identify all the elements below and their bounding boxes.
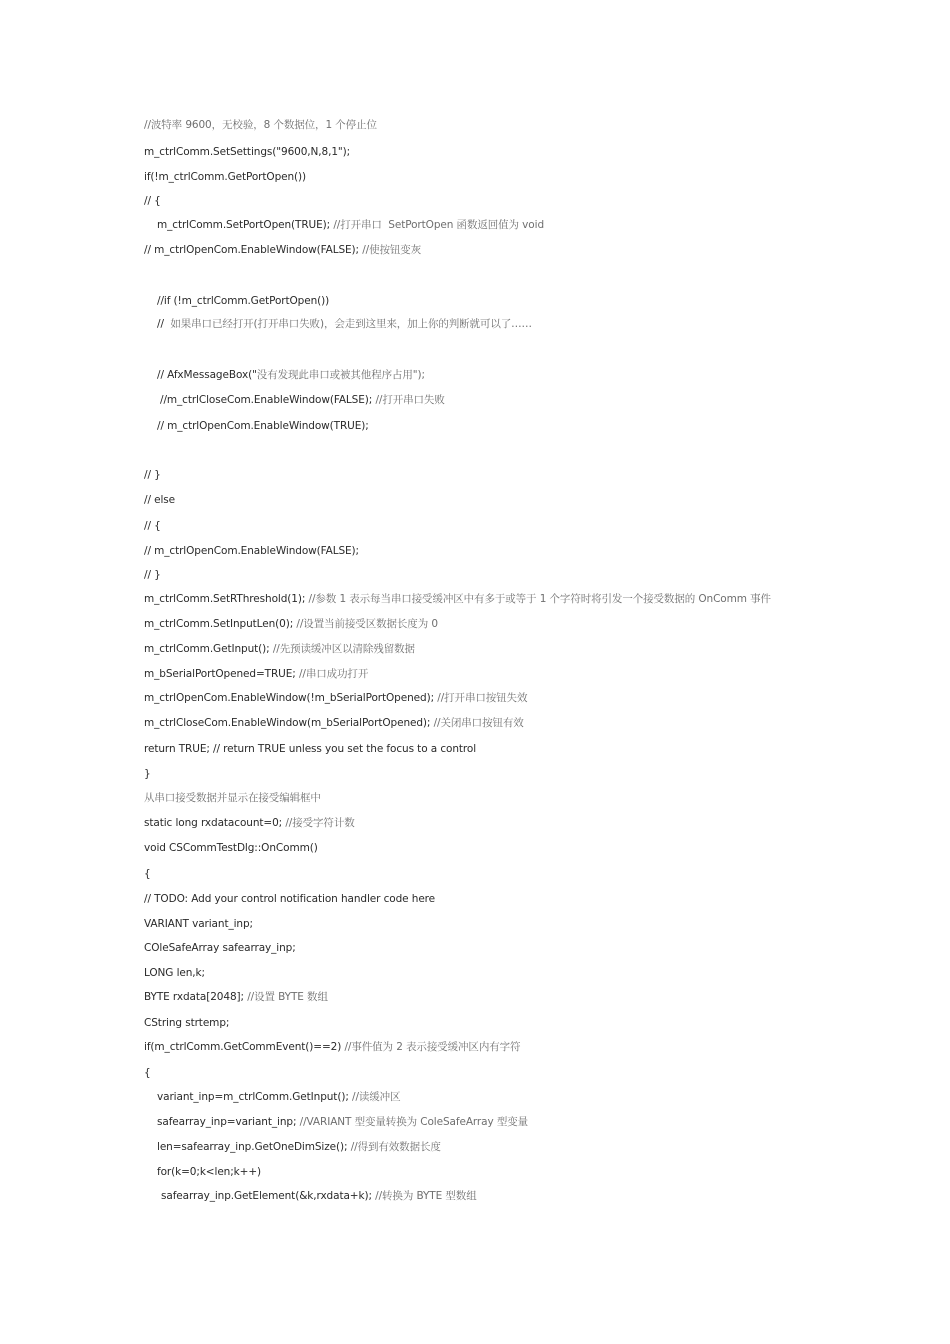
code-line xyxy=(144,917,253,931)
code-text: //m_ctrlCloseCom.EnableWindow(FALSE); xyxy=(160,394,376,406)
code-comment: //打开串口按钮失效 xyxy=(437,692,528,704)
code-text: CString strtemp; xyxy=(144,1017,230,1029)
code-text: VARIANT variant_inp; xyxy=(144,918,253,930)
code-text: m_ctrlOpenCom.EnableWindow(!m_bSerialPortOpened); xyxy=(144,692,438,704)
code-comment: //参数 1 表示每当串口接受缓冲区中有多于或等于 1 个字符时将引发一个接受数据的 OnComm 事件 xyxy=(308,593,771,605)
code-comment: //波特率 9600，无校验，8 个数据位，1 个停止位 xyxy=(144,119,377,131)
code-text: m_bSerialPortOpened=TRUE; xyxy=(144,668,299,680)
code-text: // m_ctrlOpenCom.EnableWindow(TRUE); xyxy=(157,420,369,432)
code-text: // m_ctrlOpenCom.EnableWindow(FALSE); xyxy=(144,244,363,256)
code-line xyxy=(144,716,524,730)
code-text: // } xyxy=(144,469,161,481)
code-line xyxy=(144,468,161,482)
code-text: m_ctrlComm.SetSettings("9600,N,8,1"); xyxy=(144,146,351,158)
code-line xyxy=(161,1189,477,1203)
code-comment: //VARIANT 型变量转换为 ColeSafeArray 型变量 xyxy=(299,1116,529,1128)
code-line xyxy=(144,170,306,184)
code-line xyxy=(144,767,151,781)
code-line xyxy=(144,1040,520,1054)
code-line xyxy=(144,667,368,681)
code-text: m_ctrlCloseCom.EnableWindow(m_bSerialPortOpened); xyxy=(144,717,434,729)
code-line xyxy=(157,1140,441,1154)
code-text: if(!m_ctrlComm.GetPortOpen()) xyxy=(144,171,307,183)
code-text: static long rxdatacount=0; xyxy=(144,817,286,829)
code-line xyxy=(144,1066,151,1080)
code-line xyxy=(144,691,527,705)
code-text: m_ctrlComm.GetInput(); xyxy=(144,643,273,655)
code-line xyxy=(144,791,321,805)
code-text: // AfxMessageBox(" xyxy=(157,369,257,381)
code-line xyxy=(157,1165,261,1179)
code-line xyxy=(160,393,445,407)
code-text: m_ctrlComm.SetInputLen(0); xyxy=(144,618,297,630)
code-text: safearray_inp=variant_inp; xyxy=(157,1116,300,1128)
code-text: // { xyxy=(144,195,161,207)
code-comment: 如果串口已经打开(打开串口失败)，会走到这里来，加上你的判断就可以了…… xyxy=(170,318,532,330)
code-comment: //关闭串口按钮有效 xyxy=(433,717,524,729)
code-text: // else xyxy=(144,494,176,506)
code-line xyxy=(144,592,771,606)
code-text: LONG len,k; xyxy=(144,967,205,979)
code-comment: //事件值为 2 表示接受缓冲区内有字符 xyxy=(344,1041,521,1053)
code-text: variant_inp=m_ctrlComm.GetInput(); xyxy=(157,1091,352,1103)
code-line xyxy=(144,243,421,257)
code-text: COleSafeArray safearray_inp; xyxy=(144,942,296,954)
code-text: if(m_ctrlComm.GetCommEvent()==2) xyxy=(144,1041,345,1053)
code-line xyxy=(144,194,161,208)
code-comment: //接受字符计数 xyxy=(285,817,355,829)
code-line xyxy=(144,145,350,159)
code-line xyxy=(144,544,359,558)
code-text: { xyxy=(144,868,151,880)
code-comment: //串口成功打开 xyxy=(298,668,369,680)
code-text: m_ctrlComm.SetPortOpen(TRUE); xyxy=(157,219,334,231)
code-text: for(k=0;k<len;k++) xyxy=(157,1166,262,1178)
code-comment: //先预读缓冲区以清除残留数据 xyxy=(272,643,415,655)
code-text: void CSCommTestDlg::OnComm() xyxy=(144,842,318,854)
code-line xyxy=(144,118,377,132)
code-comment: //读缓冲区 xyxy=(352,1091,401,1103)
code-comment: //得到有效数据长度 xyxy=(350,1141,441,1153)
code-text: } xyxy=(144,768,151,780)
code-text: len=safearray_inp.GetOneDimSize(); xyxy=(157,1141,351,1153)
code-line xyxy=(144,1016,229,1030)
code-line xyxy=(157,218,544,232)
code-line xyxy=(144,519,161,533)
code-text: { xyxy=(144,1067,151,1079)
code-line xyxy=(144,642,415,656)
code-text: // } xyxy=(144,569,161,581)
code-comment: //使按钮变灰 xyxy=(362,244,422,256)
code-line xyxy=(144,816,355,830)
code-comment: 没有发现此串口或被其他程序占用"); xyxy=(256,369,425,381)
code-line xyxy=(157,294,329,308)
code-text: m_ctrlComm.SetRThreshold(1); xyxy=(144,593,309,605)
code-line xyxy=(144,990,328,1004)
code-line xyxy=(144,966,205,980)
code-text: //if (!m_ctrlComm.GetPortOpen()) xyxy=(157,295,330,307)
code-text: // xyxy=(157,318,171,330)
code-line xyxy=(157,419,369,433)
code-comment: 从串口接受数据并显示在接受编辑框中 xyxy=(144,792,321,804)
code-line xyxy=(144,892,435,906)
code-line xyxy=(144,742,476,756)
code-line xyxy=(144,941,296,955)
code-comment: //打开串口 SetPortOpen 函数返回值为 void xyxy=(333,219,545,231)
code-line xyxy=(144,617,438,631)
code-text: // m_ctrlOpenCom.EnableWindow(FALSE); xyxy=(144,545,359,557)
code-comment: //设置当前接受区数据长度为 0 xyxy=(296,618,438,630)
code-line xyxy=(157,1090,400,1104)
code-text: return TRUE; // return TRUE unless you set the focus to a control xyxy=(144,743,477,755)
code-comment: //打开串口失败 xyxy=(375,394,445,406)
code-line xyxy=(144,493,175,507)
code-line xyxy=(144,841,318,855)
code-comment: //设置 BYTE 数组 xyxy=(247,991,328,1003)
code-line xyxy=(157,317,532,331)
code-line xyxy=(144,867,151,881)
code-text: // TODO: Add your control notification handler code here xyxy=(144,893,436,905)
code-line xyxy=(144,568,161,582)
code-comment: //转换为 BYTE 型数组 xyxy=(375,1190,477,1202)
code-line xyxy=(157,368,425,382)
code-text: safearray_inp.GetElement(&k,rxdata+k); xyxy=(161,1190,376,1202)
code-text: // { xyxy=(144,520,161,532)
code-line xyxy=(157,1115,528,1129)
code-text: BYTE rxdata[2048]; xyxy=(144,991,248,1003)
